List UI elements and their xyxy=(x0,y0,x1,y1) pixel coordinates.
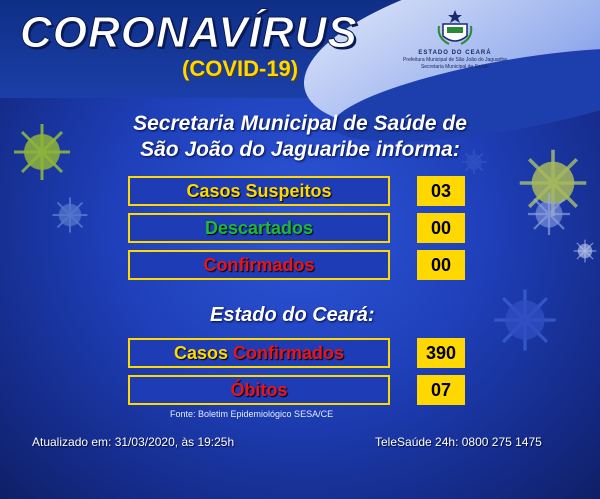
virus-icon xyxy=(572,238,598,264)
confirmed-label: Confirmados xyxy=(128,250,390,280)
state-confirmed-word-1: Casos xyxy=(173,342,228,363)
intro-line-2: São João do Jaguaribe informa: xyxy=(140,138,460,161)
seal-prefeitura: Prefeitura Municipal de São João do Jaguaribe xyxy=(403,57,507,63)
suspected-cases-value: 03 xyxy=(417,176,465,206)
virus-icon xyxy=(50,195,90,235)
state-confirmed-word-2: Confirmados xyxy=(233,342,345,363)
virus-icon xyxy=(490,285,560,355)
state-seal xyxy=(400,8,510,88)
poster-subtitle: (COVID-19) xyxy=(182,56,299,81)
updated-timestamp: Atualizado em: 31/03/2020, às 19:25h xyxy=(32,435,235,449)
state-heading: Estado do Ceará: xyxy=(210,304,375,326)
discarded-label: Descartados xyxy=(128,213,390,243)
state-confirmed-value: 390 xyxy=(417,338,465,368)
telesaude-contact: TeleSaúde 24h: 0800 275 1475 xyxy=(375,435,542,449)
seal-state-name: ESTADO DO CEARÁ xyxy=(418,50,492,56)
discarded-value: 00 xyxy=(417,213,465,243)
state-deaths-value: 07 xyxy=(417,375,465,405)
poster-title: CORONAVÍRUS xyxy=(20,8,358,57)
state-deaths-label: Óbitos xyxy=(128,375,390,405)
confirmed-value: 00 xyxy=(417,250,465,280)
state-seal-icon xyxy=(435,8,475,48)
suspected-cases-label: Casos Suspeitos xyxy=(128,176,390,206)
intro-line-1: Secretaria Municipal de Saúde de xyxy=(133,112,467,135)
virus-icon xyxy=(525,190,573,238)
state-confirmed-label xyxy=(128,338,390,368)
source-note: Fonte: Boletim Epidemiológico SESA/CE xyxy=(170,409,334,419)
seal-secretaria: Secretaria Municipal de Saúde xyxy=(420,64,490,70)
